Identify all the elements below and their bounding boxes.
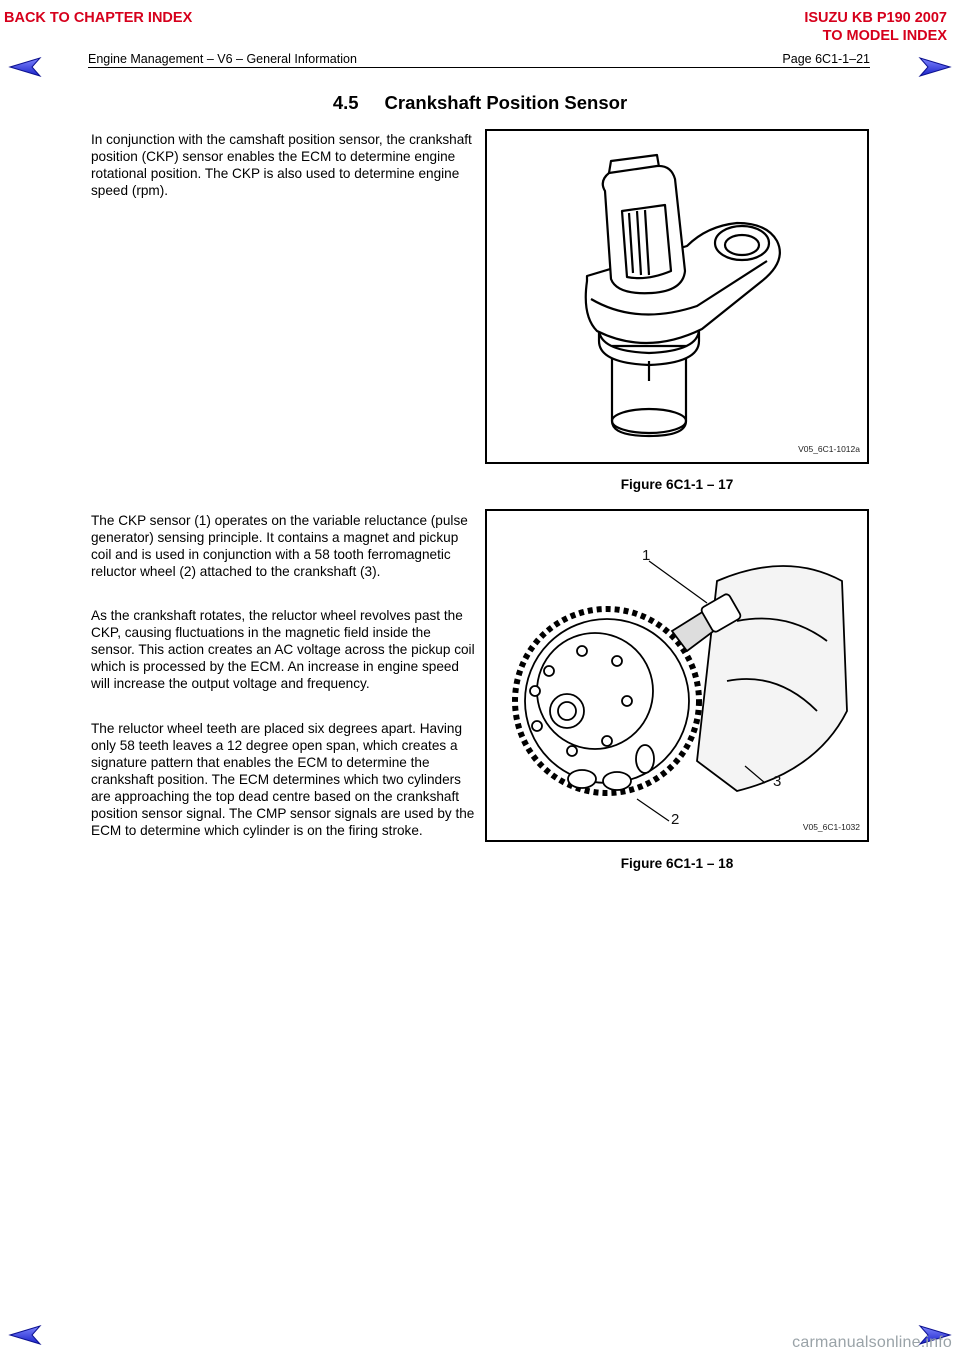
- ckp-sensor-illustration: [487, 131, 866, 461]
- figure-17-caption: Figure 6C1-1 – 17: [620, 477, 734, 492]
- figure-17-code: V05_6C1-1012a: [798, 444, 860, 454]
- next-arrow-icon[interactable]: [918, 56, 952, 78]
- section-title: Crankshaft Position Sensor: [384, 92, 628, 113]
- figure-ckp-sensor: [485, 129, 869, 464]
- to-model-index-link[interactable]: TO MODEL INDEX: [822, 28, 947, 44]
- callout-3: 3: [773, 773, 782, 790]
- paragraph-intro: In conjunction with the camshaft position sensor, the crankshaft position (CKP) sensor enables the ECM to determine engine rotational position. The CKP is also used to determine engine speed (rpm).: [91, 132, 472, 198]
- header-rule: [88, 67, 870, 68]
- page-header-title: Engine Management – V6 – General Information: [88, 52, 357, 66]
- paragraph-ckp-sensor: The CKP sensor (1) operates on the variable reluctance (pulse generator) sensing principle. It contains a magnet and pickup coil and is used in conjunction with a 58 tooth ferromagnetic reluctor wheel (2) attached to the crankshaft (3).: [91, 513, 468, 579]
- reluctor-wheel-illustration: [487, 511, 866, 839]
- model-title-link[interactable]: ISUZU KB P190 2007: [804, 10, 947, 26]
- section-heading: [0, 92, 960, 114]
- callout-1: 1: [642, 547, 651, 564]
- figure-reluctor-wheel: [485, 509, 869, 842]
- paragraph-reluctor-teeth: The reluctor wheel teeth are placed six degrees apart. Having only 58 teeth leaves a 12 degree open span, which creates a signature pattern that enables the ECM to determine the crankshaft position. The ECM determines which two cylinders are approaching the top dead centre based on the crankshaft position sensor signal. The CMP sensor signals are used by the ECM to determine which cylinder is on the firing stroke.: [91, 721, 475, 838]
- prev-arrow-icon[interactable]: [8, 1324, 42, 1346]
- prev-arrow-icon[interactable]: [8, 56, 42, 78]
- callout-2: 2: [671, 811, 680, 828]
- figure-18-code: V05_6C1-1032: [802, 822, 860, 832]
- page-number: Page 6C1-1–21: [782, 52, 870, 66]
- watermark: carmanualsonline.info: [792, 1334, 952, 1351]
- figure-18-caption: Figure 6C1-1 – 18: [620, 856, 734, 871]
- paragraph-rotation: As the crankshaft rotates, the reluctor wheel revolves past the CKP, causing fluctuations in the magnetic field inside the sensor. This action creates an AC voltage across the pickup coil which is processed by the ECM. An increase in engine speed will increase the output voltage and frequency.: [91, 608, 475, 691]
- back-to-chapter-index-link[interactable]: BACK TO CHAPTER INDEX: [4, 10, 193, 26]
- section-number: 4.5: [332, 92, 359, 113]
